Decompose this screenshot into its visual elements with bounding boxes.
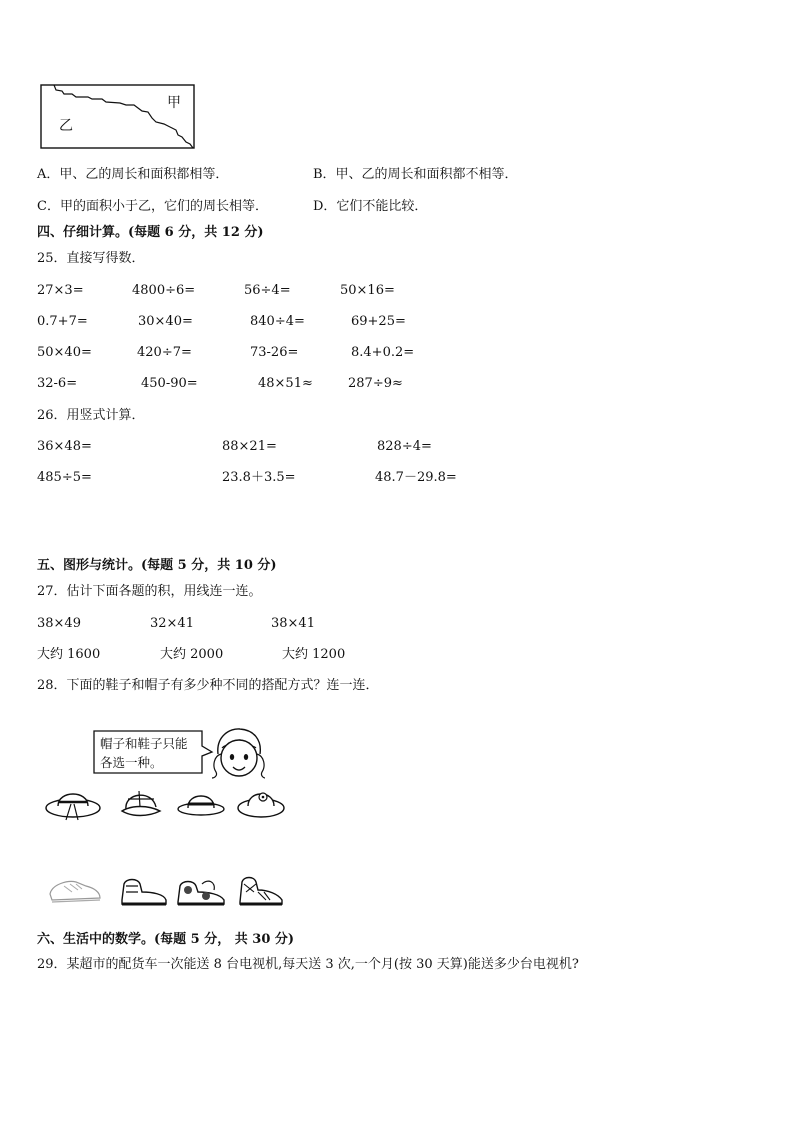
estimate-expression: 38×41 xyxy=(271,616,315,631)
calc-item: 50×16= xyxy=(340,283,395,298)
estimate-value: 大约 2000 xyxy=(160,647,224,662)
question-27: 27．估计下面各题的积，用线连一连。 xyxy=(37,584,262,599)
calc-item: 30×40= xyxy=(138,314,193,329)
sun-hat-icon xyxy=(44,784,102,824)
calc-item: 32-6= xyxy=(37,376,78,391)
section-6-title: 六、生活中的数学。(每题 5 分， 共 30 分) xyxy=(37,932,295,947)
fedora-hat-icon xyxy=(176,787,226,819)
question-28: 28．下面的鞋子和帽子有多少种不同的搭配方式？连一连． xyxy=(37,678,379,693)
calc-item: 420÷7= xyxy=(137,345,192,360)
boot-icon xyxy=(116,870,172,910)
calc-item: 0.7+7= xyxy=(37,314,88,329)
calc-item: 56÷4= xyxy=(244,283,291,298)
vertical-calc-item: 828÷4= xyxy=(377,439,432,454)
figure-label-yi: 乙 xyxy=(59,118,73,134)
girl-face-icon xyxy=(210,726,266,782)
calc-item: 4800÷6= xyxy=(132,283,196,298)
sneaker-icon xyxy=(46,872,104,908)
speech-line-2: 各选一种。 xyxy=(100,755,163,770)
question-29: 29．某超市的配货车一次能送 8 台电视机,每天送 3 次,一个月(按 30 天算)能送多少台电视机? xyxy=(37,957,579,972)
option-b: B．甲、乙的周长和面积都不相等． xyxy=(313,167,518,182)
calc-item: 450-90= xyxy=(141,376,198,391)
shoe-icon xyxy=(236,870,286,910)
flower-hat-icon xyxy=(236,784,286,822)
vertical-calc-item: 485÷5= xyxy=(37,470,92,485)
calc-item: 73-26= xyxy=(250,345,299,360)
estimate-expression: 32×41 xyxy=(150,616,194,631)
vertical-calc-item: 48.7－29.8= xyxy=(375,470,457,485)
vertical-calc-item: 88×21= xyxy=(222,439,277,454)
calc-item: 50×40= xyxy=(37,345,92,360)
calc-item: 8.4+0.2= xyxy=(351,345,415,360)
figure-label-jia: 甲 xyxy=(167,95,181,111)
calc-item: 287÷9≈ xyxy=(348,376,403,391)
calc-item: 69+25= xyxy=(351,314,406,329)
calc-item: 840÷4= xyxy=(250,314,305,329)
section-4-title: 四、仔细计算。(每题 6 分，共 12 分) xyxy=(37,225,264,240)
shape-figure xyxy=(40,84,196,150)
question-26: 26．用竖式计算． xyxy=(37,408,145,423)
estimate-expression: 38×49 xyxy=(37,616,81,631)
speech-line-1: 帽子和鞋子只能 xyxy=(100,736,188,751)
high-top-shoe-icon xyxy=(174,870,230,910)
section-5-title: 五、图形与统计。(每题 5 分，共 10 分) xyxy=(37,558,277,573)
option-a: A．甲、乙的周长和面积都相等． xyxy=(37,167,229,182)
estimate-value: 大约 1200 xyxy=(282,647,346,662)
option-d: D．它们不能比较． xyxy=(313,199,428,214)
calc-item: 27×3= xyxy=(37,283,84,298)
option-c: C．甲的面积小于乙，它们的周长相等． xyxy=(37,199,268,214)
calc-item: 48×51≈ xyxy=(258,376,313,391)
question-25: 25．直接写得数． xyxy=(37,251,145,266)
estimate-value: 大约 1600 xyxy=(37,647,101,662)
vertical-calc-item: 23.8＋3.5= xyxy=(222,470,296,485)
vertical-calc-item: 36×48= xyxy=(37,439,92,454)
cap-icon xyxy=(118,785,164,821)
